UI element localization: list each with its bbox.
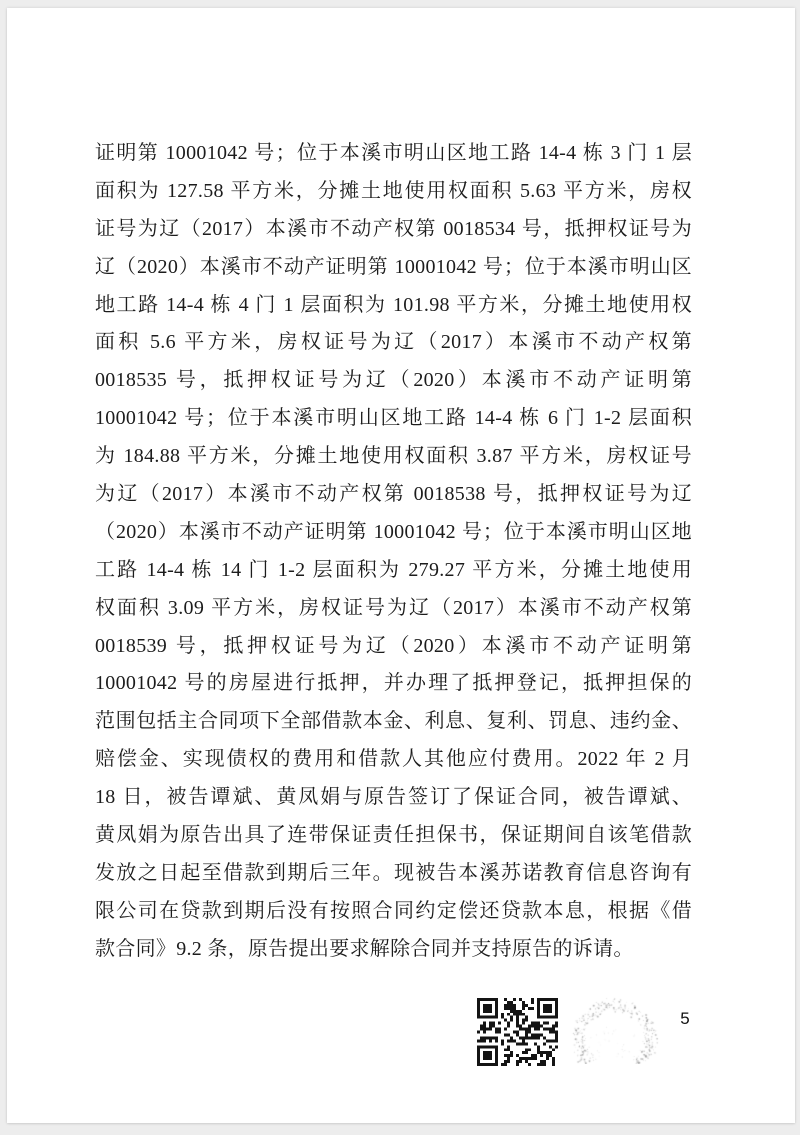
- page-number: 5: [680, 1009, 690, 1028]
- document-page: [7, 8, 795, 1123]
- text-line: 10001042 号；位于本溪市明山区地工路 14-4 栋 6 门 1-2 层面积: [95, 407, 692, 430]
- text-line: 为辽（2017）本溪市不动产权第 0018538 号，抵押权证号为辽: [95, 483, 692, 506]
- text-line: 地工路 14-4 栋 4 门 1 层面积为 101.98 平方米，分摊土地使用权: [95, 293, 692, 316]
- text-line: 10001042 号的房屋进行抵押，并办理了抵押登记，抵押担保的: [95, 672, 692, 695]
- text-line: 范围包括主合同项下全部借款本金、利息、复利、罚息、违约金、: [95, 710, 692, 733]
- text-line: 0018539 号，抵押权证号为辽（2020）本溪市不动产证明第: [95, 634, 692, 657]
- text-line: 面积 5.6 平方米，房权证号为辽（2017）本溪市不动产权第: [95, 331, 692, 354]
- text-line: 赔偿金、实现债权的费用和借款人其他应付费用。2022 年 2 月: [95, 748, 692, 771]
- text-line: 限公司在贷款到期后没有按照合同约定偿还贷款本息，根据《借: [95, 899, 692, 922]
- text-line: 黄凤娟为原告出具了连带保证责任担保书，保证期间自该笔借款: [95, 824, 692, 847]
- text-line: 18 日，被告谭斌、黄凤娟与原告签订了保证合同，被告谭斌、: [95, 786, 692, 809]
- text-line: 发放之日起至借款到期后三年。现被告本溪苏诺教育信息咨询有: [95, 861, 692, 884]
- text-line: 面积为 127.58 平方米，分摊土地使用权面积 5.63 平方米，房权: [95, 179, 692, 202]
- qr-code-icon: [477, 998, 558, 1066]
- text-line: 工路 14-4 栋 14 门 1-2 层面积为 279.27 平方米，分摊土地使用: [95, 558, 692, 581]
- text-line: 权面积 3.09 平方米，房权证号为辽（2017）本溪市不动产权第: [95, 596, 692, 619]
- text-line: 证明第 10001042 号；位于本溪市明山区地工路 14-4 栋 3 门 1 层: [95, 142, 692, 164]
- text-line: 为 184.88 平方米，分摊土地使用权面积 3.87 平方米，房权证号: [95, 445, 692, 468]
- body-text: [95, 135, 692, 969]
- text-line: 辽（2020）本溪市不动产证明第 10001042 号；位于本溪市明山区: [95, 255, 692, 278]
- seal-stamp-remnant-icon: [570, 994, 660, 1064]
- text-line: 款合同》9.2 条，原告提出要求解除合同并支持原告的诉请。: [95, 937, 634, 960]
- text-line: （2020）本溪市不动产证明第 10001042 号；位于本溪市明山区地: [95, 520, 692, 543]
- text-line: 0018535 号，抵押权证号为辽（2020）本溪市不动产证明第: [95, 369, 692, 392]
- text-line: 证号为辽（2017）本溪市不动产权第 0018534 号，抵押权证号为: [95, 217, 692, 240]
